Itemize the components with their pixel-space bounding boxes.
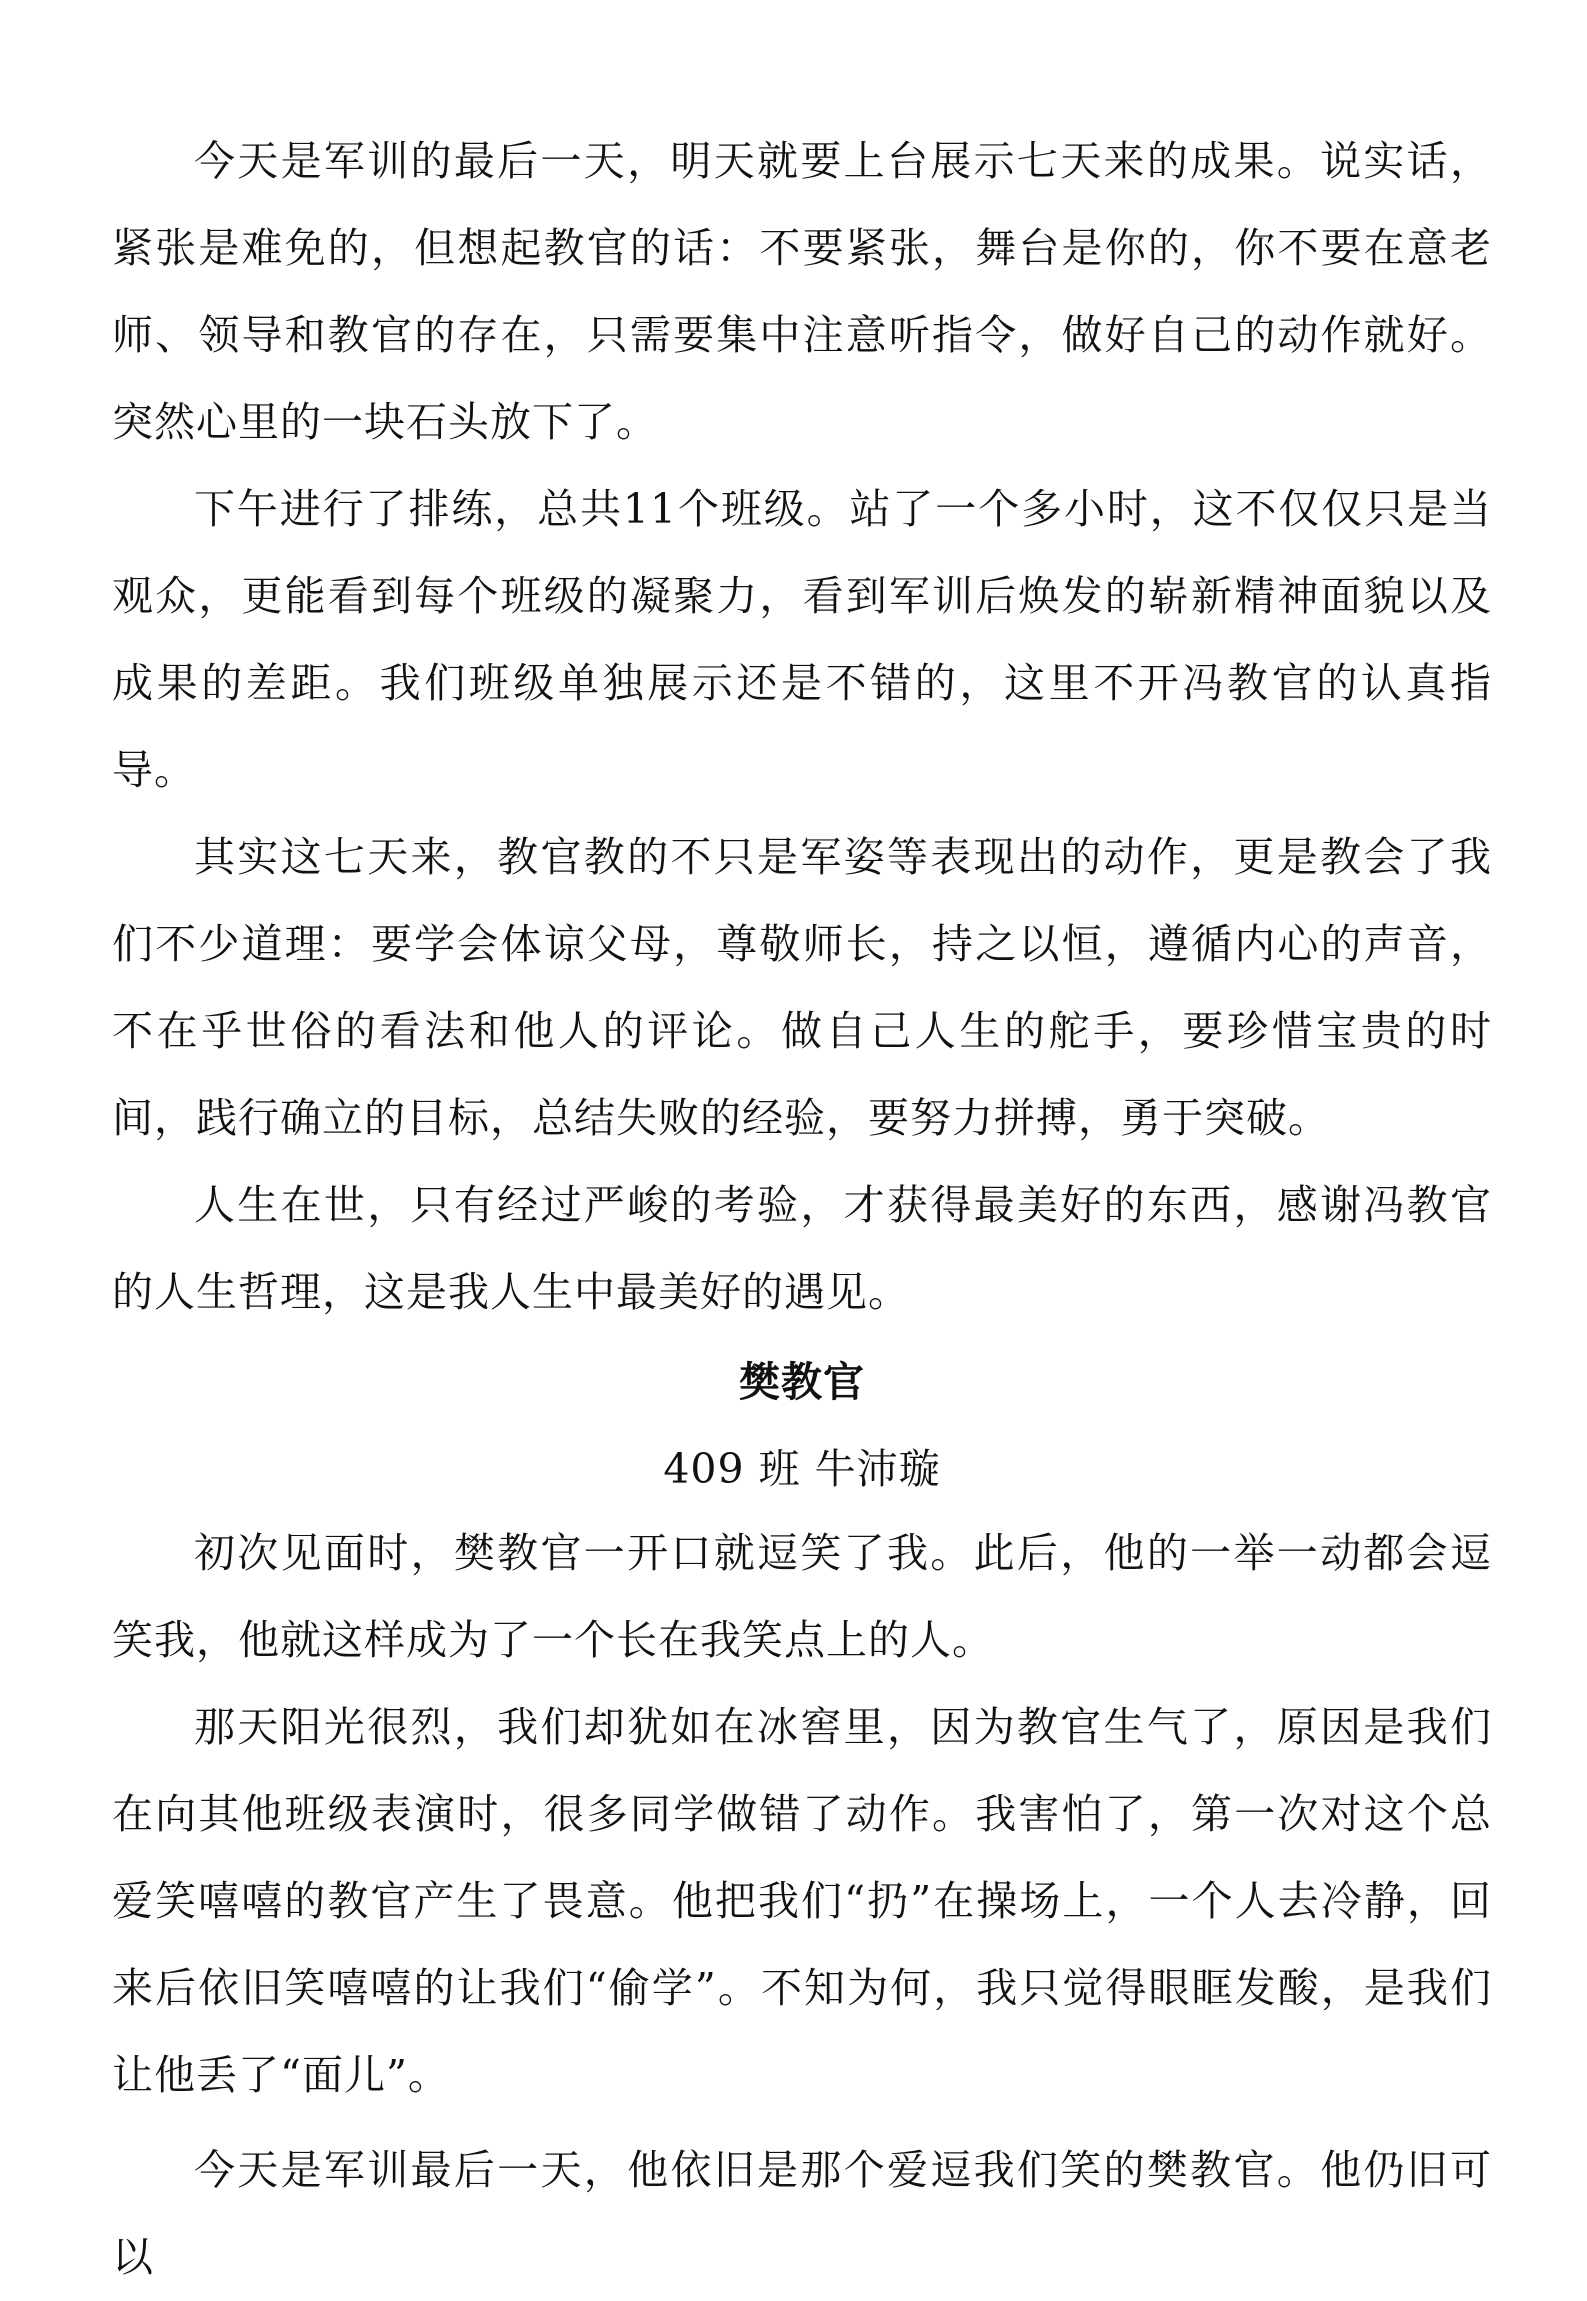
essay2-byline: 409 班 牛沛璇 — [663, 1445, 941, 1493]
essay1-paragraph-4: 人生在世，只有经过严峻的考验，才获得最美好的东西，感谢冯教官的人生哲理，这是我人生中最美好的遇见。 — [112, 1181, 1492, 1316]
essay1-paragraph-1: 今天是军训的最后一天，明天就要上台展示七天来的成果。说实话，紧张是难免的，但想起教官的话：不要紧张，舞台是你的，你不要在意老师、领导和教官的存在，只需要集中注意听指令，做好自己的动作就好。突然心里的一块石头放下了。 — [112, 137, 1492, 446]
essay2-title: 樊教官 — [739, 1358, 865, 1406]
essay2-paragraph-3: 今天是军训最后一天，他依旧是那个爱逗我们笑的樊教官。他仍旧可以 — [112, 2146, 1492, 2281]
essay1-paragraph-3: 其实这七天来，教官教的不只是军姿等表现出的动作，更是教会了我们不少道理：要学会体谅父母，尊敬师长，持之以恒，遵循内心的声音，不在乎世俗的看法和他人的评论。做自己人生的舵手，要珍惜宝贵的时间，践行确立的目标，总结失败的经验，要努力拼搏，勇于突破。 — [112, 833, 1492, 1142]
essay2-paragraph-2: 那天阳光很烈，我们却犹如在冰窖里，因为教官生气了，原因是我们在向其他班级表演时，很多同学做错了动作。我害怕了，第一次对这个总爱笑嘻嘻的教官产生了畏意。他把我们“扔”在操场上，一个人去冷静，回来后依旧笑嘻嘻的让我们“偷学”。不知为何，我只觉得眼眶发酸，是我们让他丢了“面儿”。 — [112, 1703, 1492, 2099]
essay1-paragraph-2: 下午进行了排练，总共11个班级。站了一个多小时，这不仅仅只是当观众，更能看到每个班级的凝聚力，看到军训后焕发的崭新精神面貌以及成果的差距。我们班级单独展示还是不错的，这里不开冯教官的认真指导。 — [112, 485, 1492, 794]
document-body — [112, 118, 1492, 2301]
paragraph-spacer — [112, 2119, 1492, 2127]
essay2-paragraph-1: 初次见面时，樊教官一开口就逗笑了我。此后，他的一举一动都会逗笑我，他就这样成为了一个长在我笑点上的人。 — [112, 1529, 1492, 1664]
